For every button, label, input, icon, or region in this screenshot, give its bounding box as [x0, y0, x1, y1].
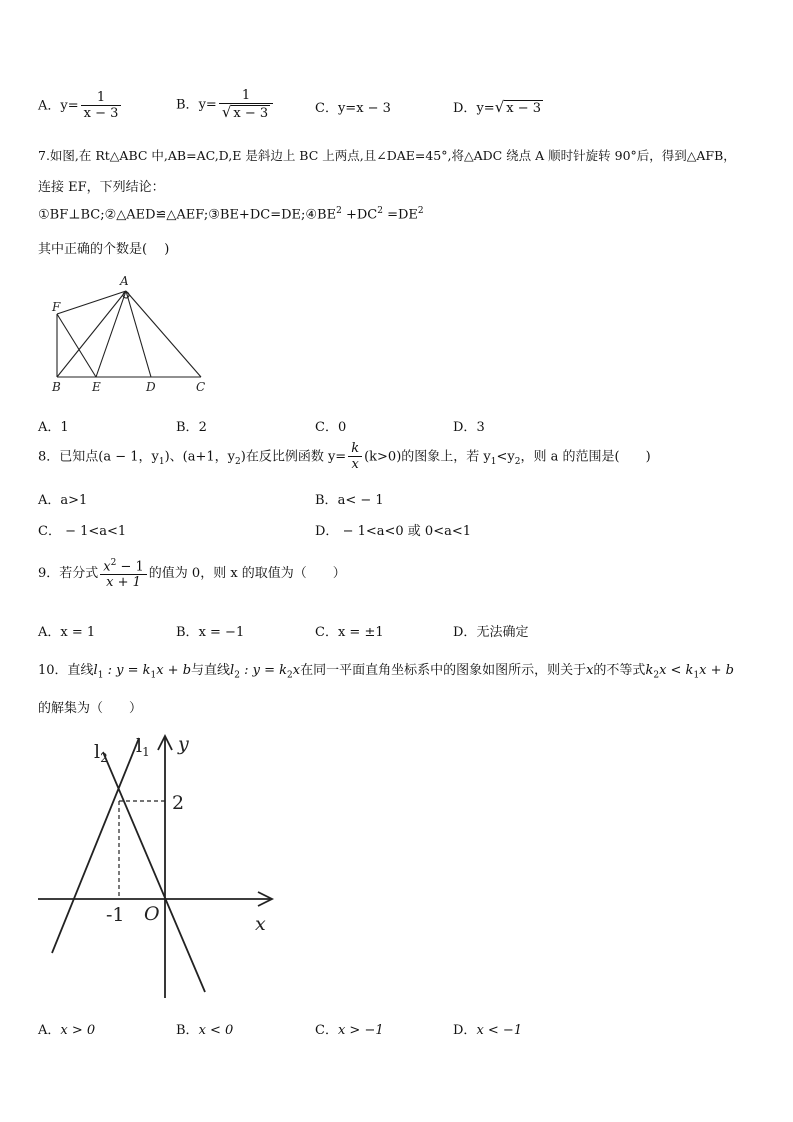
radical-sign: √ — [494, 98, 505, 116]
q8-stem: 8．已知点(a − 1，$y_1$)、(a+1，$y_2$)在反比例函数 y= $\frac{k}{x}$ (k>0)的图象上，若 $y_1<y_2$，则 a 的范围是( ) — [38, 441, 651, 472]
label-c: C — [196, 380, 206, 394]
fraction: $\frac{1}{√ x - 3}$ — [219, 88, 273, 122]
tick-label-minus-1: -1 — [106, 904, 125, 926]
q7-conclusions: $①BF\perp BC;②\triangle AED≌\triangle AEF;③BE+DC=DE;④BE^2 +DC^2 =DE^2$ — [38, 206, 424, 223]
q9-option-c[interactable]: C．x = ±1 — [315, 625, 384, 640]
label-e: E — [92, 380, 101, 394]
q10-stem-line1: 10．直线$l_1$ : $y = k_1x + b$与直线$l_2$ : $y = k_2x$在同一平面直角坐标系中的图象如图所示，则关于x的不等式$k_2x < k_1x + b$ — [38, 663, 734, 681]
segment-ab — [57, 291, 126, 377]
fraction-x2-minus-1-over-x-plus-1: $\frac{x^2 - 1}{x + 1}$ — [100, 556, 147, 591]
segment-ac — [126, 291, 201, 377]
q8-option-a[interactable]: A．a>1 — [38, 493, 88, 508]
label-x: x — [255, 913, 266, 935]
q7-question: 其中正确的个数是( ) — [38, 242, 170, 257]
q6-option-d[interactable]: D．y=√ x − 3 — [453, 98, 542, 116]
radical-sign: √ — [221, 103, 232, 121]
label-b: B — [52, 380, 61, 394]
q7-option-a[interactable]: A．1 — [38, 420, 69, 435]
fraction: $\frac{1}{x - 3}$ — [81, 90, 122, 122]
segment-fa — [57, 291, 126, 314]
label-a: A — [120, 274, 129, 288]
fraction-k-over-x: $\frac{k}{x}$ — [348, 441, 362, 473]
q7-stem-line1: 7.如图,在 Rt△ABC 中,AB=AC,D,E 是斜边上 BC 上两点,且∠DAE=45°,将△ADC 绕点 A 顺时针旋转 90°后，得到△AFB， — [38, 148, 736, 163]
label-l2: $l_2$ — [94, 741, 108, 765]
q9-option-b[interactable]: B．x = −1 — [176, 625, 245, 640]
q9-option-a[interactable]: A．x = 1 — [38, 625, 96, 640]
label-l1: $l_1$ — [136, 735, 150, 759]
q7-option-b[interactable]: B．2 — [176, 420, 207, 435]
segment-fe — [57, 314, 96, 377]
q10-option-a[interactable]: A．x > 0 — [38, 1023, 96, 1038]
q7-option-c[interactable]: C．0 — [315, 420, 347, 435]
q6-option-c[interactable]: C．y=x − 3 — [315, 101, 391, 116]
q6-option-b[interactable]: B．y= $\frac{1}{√ x - 3}$ — [176, 88, 275, 122]
q10-stem-line2: 的解集为（ ） — [38, 701, 143, 716]
q8-option-c[interactable]: C． − 1<a<1 — [38, 524, 127, 539]
q7-stem-line2: 连接 EF，下列结论： — [38, 180, 165, 195]
q10-option-c[interactable]: C．x > −1 — [315, 1023, 384, 1038]
q7-triangle-figure — [44, 270, 224, 400]
q8-option-d[interactable]: D． − 1<a<0 或 0<a<1 — [315, 524, 472, 539]
label-y: y — [178, 733, 189, 755]
q8-option-b[interactable]: B．a< − 1 — [315, 493, 384, 508]
q9-option-d[interactable]: D．无法确定 — [453, 625, 529, 640]
line-l1 — [52, 738, 139, 953]
tick-label-2: 2 — [172, 792, 185, 814]
label-f: F — [52, 300, 61, 314]
segment-ad — [126, 291, 151, 377]
label-d: D — [146, 380, 156, 394]
q9-stem: 9．若分式 $\frac{x^2 - 1}{x + 1}$ 的值为 0，则 x 的取值为（ ） — [38, 558, 346, 591]
q10-option-b[interactable]: B．x < 0 — [176, 1023, 234, 1038]
label-origin: O — [144, 903, 160, 925]
segment-ae — [96, 291, 126, 377]
q6-option-a[interactable]: A．y= $\frac{1}{x - 3}$ — [38, 90, 123, 122]
q10-line-graph — [30, 730, 290, 1005]
q10-option-d[interactable]: D．x < −1 — [453, 1023, 523, 1038]
q7-option-d[interactable]: D．3 — [453, 420, 485, 435]
